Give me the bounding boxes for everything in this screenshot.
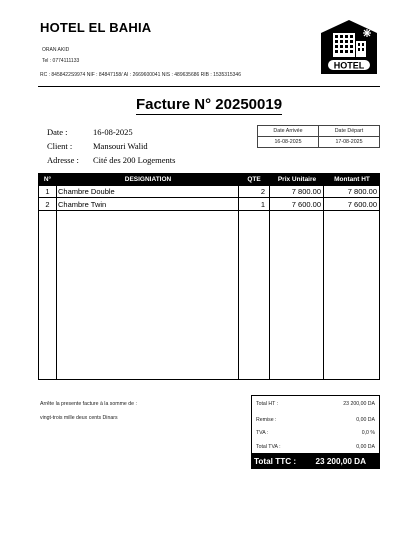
total-ttc-label: Total TTC :	[254, 457, 297, 466]
table-row	[39, 186, 379, 198]
row-qte: 2	[260, 187, 265, 196]
header-divider	[38, 86, 380, 87]
hotel-address: ORAN AKID	[42, 47, 70, 53]
total-ttc-bar	[251, 453, 380, 469]
invoice-title	[38, 96, 380, 113]
logo-text: HOTEL	[333, 60, 365, 71]
address-label: Adresse :	[47, 155, 79, 165]
total-tva-row	[252, 442, 379, 452]
invoice-number: Facture N° 20250019	[135, 96, 283, 113]
address-value: Cité des 200 Logements	[93, 155, 176, 165]
arrival-value: 16-08-2025	[258, 137, 319, 148]
client-label: Client :	[47, 141, 73, 151]
arrival-label: Date Arrivée	[258, 126, 319, 137]
hotel-registration: RC : 8458422S9974 NIF : 84847158/ AI : 2669600041 NIS : 489635686 RIB : 1535315346	[40, 72, 241, 78]
hotel-name: HOTEL EL BAHIA	[40, 20, 152, 35]
remise-label: Remise :	[256, 417, 277, 423]
total-ht-row	[252, 399, 379, 409]
header-amount: Montant HT	[334, 176, 370, 183]
hotel-logo-icon	[320, 19, 378, 75]
row-amount: 7 600.00	[347, 200, 377, 209]
tva-value: 0,0 %	[361, 430, 375, 436]
stay-dates-table	[257, 125, 380, 148]
row-no: 1	[45, 187, 50, 196]
items-table	[38, 173, 380, 380]
date-value: 16-08-2025	[93, 127, 133, 137]
total-tva-label: Total TVA :	[256, 444, 281, 450]
row-designation: Chambre Double	[58, 187, 115, 196]
client-value: Mansouri Walid	[93, 141, 148, 151]
amount-words-value: vingt-trois mille deux cents Dinars	[40, 415, 118, 421]
row-designation: Chambre Twin	[58, 200, 107, 209]
header-no: N°	[43, 176, 52, 183]
header-designation: DESIGNIATION	[124, 176, 172, 183]
total-tva-value: 0,00 DA	[356, 444, 375, 450]
row-unit-price: 7 800.00	[291, 187, 321, 196]
date-label: Date :	[47, 127, 68, 137]
departure-value: 17-08-2025	[319, 137, 380, 148]
header-qte: QTE	[247, 176, 261, 183]
tva-label: TVA :	[256, 430, 269, 436]
total-ht-label: Total HT :	[256, 401, 279, 407]
amount-words-label: Arrête la presente facture à la somme de :	[40, 401, 137, 407]
header-unit-price: Prix Unitaire	[277, 176, 317, 183]
tva-row	[252, 428, 379, 438]
row-amount: 7 800.00	[347, 187, 377, 196]
total-ttc-value: 23 200,00 DA	[315, 457, 366, 466]
table-row	[39, 199, 379, 211]
departure-label: Date Départ	[319, 126, 380, 137]
items-table-header	[39, 174, 379, 186]
remise-row	[252, 415, 379, 425]
row-no: 2	[45, 200, 50, 209]
hotel-phone: Tel : 0774111133	[42, 58, 80, 64]
remise-value: 0,00 DA	[356, 417, 375, 423]
total-ht-value: 23 200,00 DA	[343, 401, 375, 407]
row-unit-price: 7 600.00	[291, 200, 321, 209]
row-qte: 1	[260, 200, 265, 209]
